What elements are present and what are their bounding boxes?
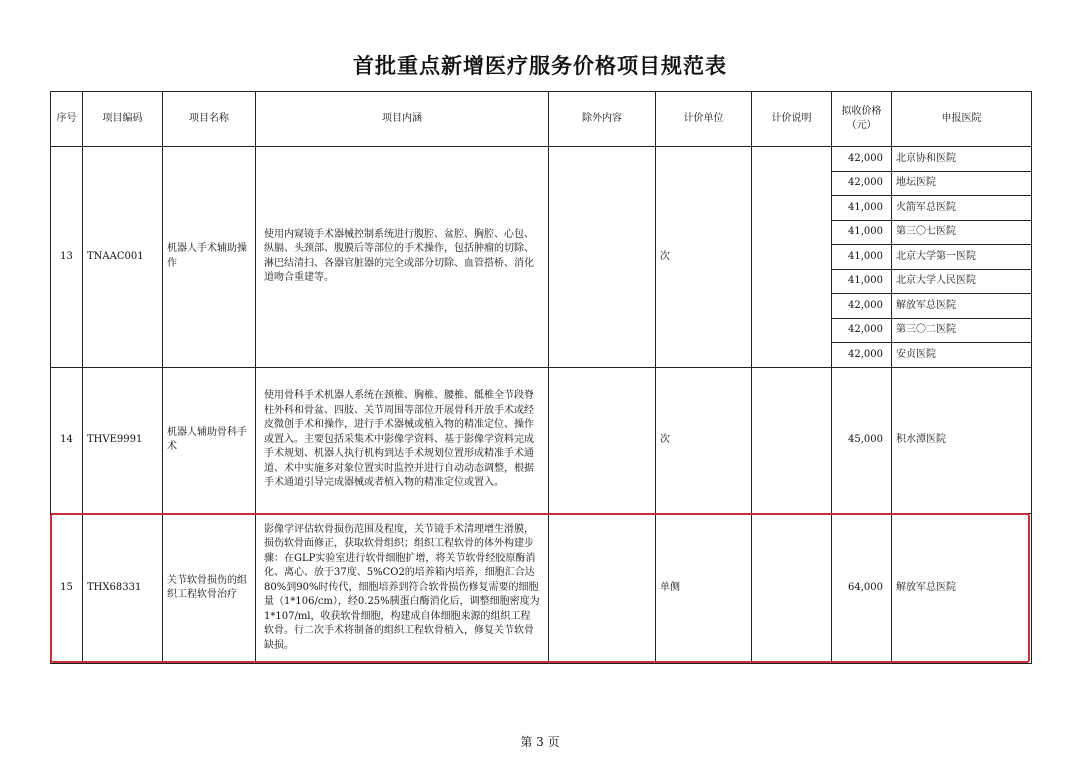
row-desc: 影像学评估软骨损伤范围及程度，关节镜手术清理增生滑膜，损伤软骨面修正，获取软骨组织；组织工程软骨的体外构建步骤：在GLP实验室进行软骨细胞扩增，将关节软骨经胶原酶消化、离心、放于37度、5%CO2的培养箱内培养，细胞汇合达80%到90%时传代，细胞培养到符合软骨损伤修复需要的细胞量（1*106/cm），经0.25%胰蛋白酶消化后，调整细胞密度为1*107/ml，收获软骨细胞，构建成自体细胞来源的组织工程软骨。行二次手术将制备的组织工程软骨植入，修复关节软骨缺损。: [256, 513, 549, 663]
row-code: THVE9991: [83, 367, 163, 513]
row-no: 15: [51, 513, 83, 663]
hospital-cell: 安贞医院: [892, 343, 1032, 368]
table-row: [51, 147, 1032, 172]
row-no: 14: [51, 367, 83, 513]
row-unit: 单侧: [656, 513, 752, 663]
hospital-cell: 北京大学人民医院: [892, 269, 1032, 294]
price-cell: 41,000: [832, 220, 892, 245]
col-header-desc: 项目内涵: [256, 92, 549, 147]
price-cell: 41,000: [832, 245, 892, 270]
hospital-cell: 积水潭医院: [892, 367, 1032, 513]
col-header-note: 计价说明: [752, 92, 832, 147]
header-row: [51, 92, 1032, 147]
table-row: [51, 367, 1032, 513]
col-header-excl: 除外内容: [549, 92, 656, 147]
table-row: [51, 513, 1032, 663]
price-cell: 42,000: [832, 294, 892, 319]
row-excl: [549, 367, 656, 513]
col-header-code: 项目编码: [83, 92, 163, 147]
row-no: 13: [51, 147, 83, 368]
price-cell: 41,000: [832, 269, 892, 294]
price-cell: 41,000: [832, 196, 892, 221]
row-name: 机器人手术辅助操作: [163, 147, 256, 368]
col-header-name: 项目名称: [163, 92, 256, 147]
row-name: 关节软骨损伤的组织工程软骨治疗: [163, 513, 256, 663]
col-header-hospital: 申报医院: [892, 92, 1032, 147]
row-desc: 使用内窥镜手术器械控制系统进行腹腔、盆腔、胸腔、心包、纵膈、头颈部、腹膜后等部位的手术操作，包括肿瘤的切除、淋巴结清扫、各器官脏器的完全或部分切除、血管搭桥、消化道吻合重建等。: [256, 147, 549, 368]
col-header-unit: 计价单位: [656, 92, 752, 147]
row-note: [752, 367, 832, 513]
price-cell: 45,000: [832, 367, 892, 513]
hospital-cell: 地坛医院: [892, 171, 1032, 196]
hospital-cell: 火箭军总医院: [892, 196, 1032, 221]
row-code: THX68331: [83, 513, 163, 663]
row-excl: [549, 147, 656, 368]
price-cell: 42,000: [832, 343, 892, 368]
hospital-cell: 北京大学第一医院: [892, 245, 1032, 270]
hospital-cell: 第三〇二医院: [892, 318, 1032, 343]
row-desc: 使用骨科手术机器人系统在颈椎、胸椎、腰椎、骶椎全节段脊柱外科和骨盆、四肢、关节周围等部位开展骨科开放手术或经皮微创手术和操作，进行手术器械或植入物的精准定位、操作或置入。主要包括采集术中影像学资料、基于影像学资料完成手术规划、机器人执行机构到达手术规划位置形成精准手术通道、术中实施多对象位置实时监控并进行自动动态调整，根据手术通道引导完成器械或者植入物的精准定位或置入。: [256, 367, 549, 513]
price-cell: 42,000: [832, 147, 892, 172]
hospital-cell: 解放军总医院: [892, 513, 1032, 663]
hospital-cell: 第三〇七医院: [892, 220, 1032, 245]
row-code: TNAAC001: [83, 147, 163, 368]
row-unit: 次: [656, 147, 752, 368]
col-header-price: 拟收价格 （元）: [832, 92, 892, 147]
row-note: [752, 147, 832, 368]
price-cell: 64,000: [832, 513, 892, 663]
hospital-cell: 北京协和医院: [892, 147, 1032, 172]
col-header-no: 序号: [51, 92, 83, 147]
hospital-cell: 解放军总医院: [892, 294, 1032, 319]
price-table: [50, 91, 1032, 664]
page-number: 第 3 页: [520, 735, 560, 749]
price-cell: 42,000: [832, 318, 892, 343]
row-unit: 次: [656, 367, 752, 513]
row-name: 机器人辅助骨科手术: [163, 367, 256, 513]
row-excl: [549, 513, 656, 663]
row-note: [752, 513, 832, 663]
page-title: 首批重点新增医疗服务价格项目规范表: [353, 54, 727, 78]
price-cell: 42,000: [832, 171, 892, 196]
